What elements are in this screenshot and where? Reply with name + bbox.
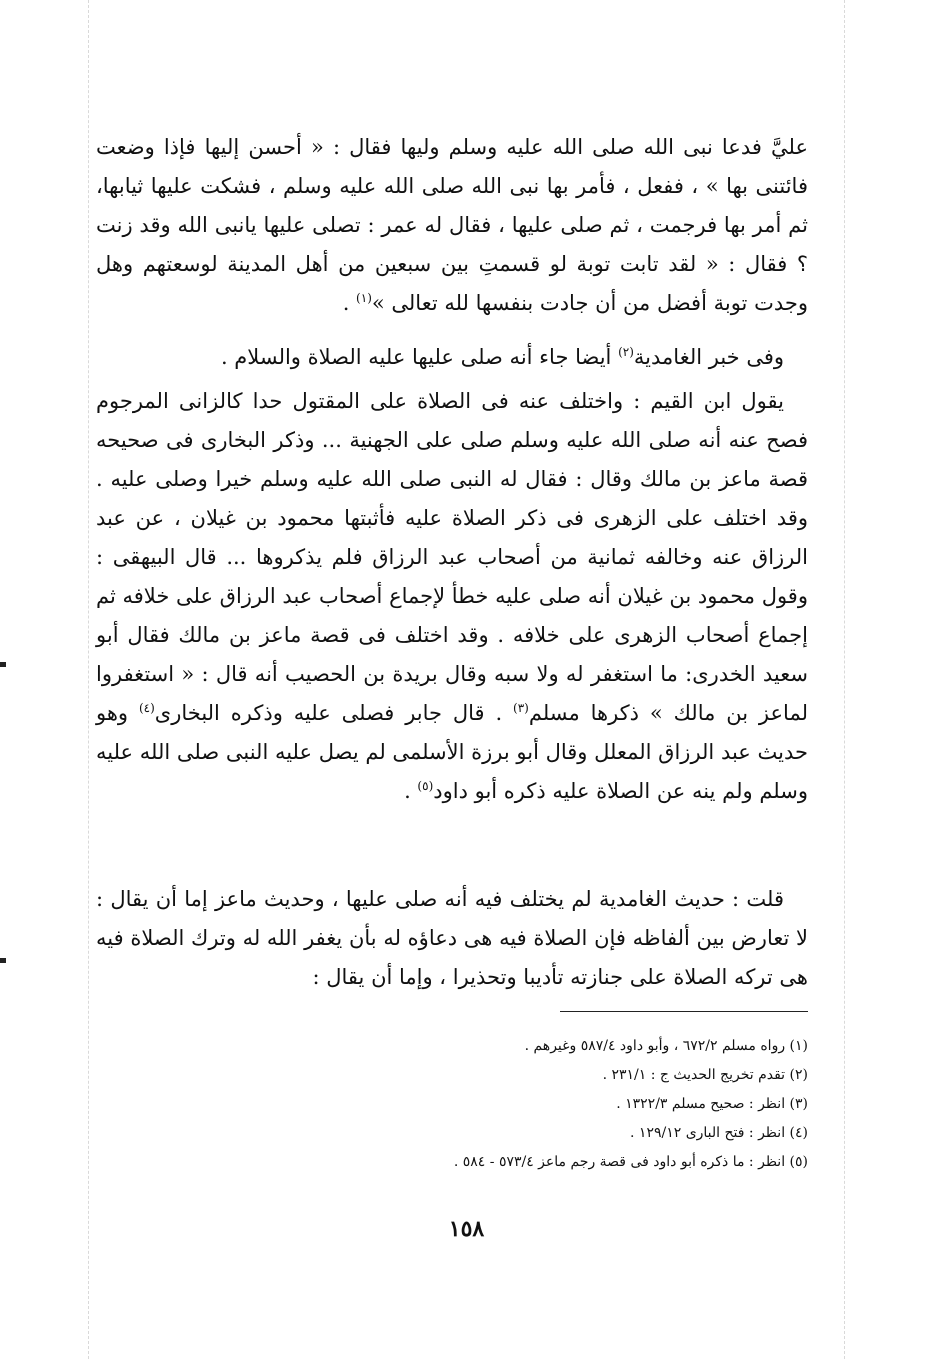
paragraph-ibn-al-qayyim: يقول ابن القيم : واختلف عنه فى الصلاة على المقتول حدا كالزانى المرجوم فصح عنه أنه صلى الله عليه وسلم صلى على الجهنية ... وذكر البخارى فى صحيحه قصة ماعز بن مالك وقال : فقال له النبى صلى الله عليه وسلم خيرا وصلى عليه . وقد اختلف على الزهرى فى ذكر الصلاة عليه فأثبتها محمود بن غيلان ، عن عبد الرزاق عنه وخالفه ثمانية من أصحاب عبد الرزاق فلم يذكروها ... قال البيهقى : وقول محمود بن غيلان أنه صلى عليه خطأ لإجماع أصحاب عبد الرزاق على خلافه ثم إجماع أصحاب الزهرى على خلافه . وقد اختلف فى قصة ماعز بن مالك فقال أبو سعيد الخدرى: ما استغفر له ولا سبه وقال بريدة بن الحصيب أنه قال : « استغفروا لماعز بن مالك » ذكرها مسلم$^{(٣)}$ . قال جابر فصلى عليه وذكره البخارى$^{(٤)}$ وهو حديث عبد الرزاق المعلل وقال أبو برزة الأسلمى لم يصل عليه النبى صلى الله عليه وسلم ولم ينه عن الصلاة عليه ذكره أبو داود$^{(٥)}$ . [96,389,808,803]
scan-guide-line-right [844,0,845,1359]
paragraph-ghamidiya [96,338,808,377]
paragraph-text: وهو حديث عبد الرزاق المعلل وقال أبو برزة الأسلمى لم يصل عليه النبى صلى الله عليه وسلم ولم ينه عن الصلاة عليه ذكره أبو داود [96,701,808,803]
paragraph-text: يقول ابن القيم : واختلف عنه فى الصلاة على المقتول حدا كالزانى المرجوم فصح عنه أنه صلى الله عليه وسلم صلى على الجهنية ... وذكر البخارى فى صحيحه قصة ماعز بن مالك وقال : فقال له النبى صلى الله عليه وسلم خيرا وصلى عليه . وقد اختلف على الزهرى فى ذكر الصلاة عليه فأثبتها محمود بن غيلان ، عن عبد الرزاق عنه وخالفه ثمانية من أصحاب عبد الرزاق فلم يذكروها ... قال البيهقى : وقول محمود بن غيلان أنه صلى عليه خطأ لإجماع أصحاب عبد الرزاق على خلافه ثم إجماع أصحاب الزهرى على خلافه . وقد اختلف فى قصة ماعز بن مالك فقال أبو سعيد الخدرى: ما استغفر له ولا سبه وقال بريدة بن الحصيب أنه قال : « استغفروا لماعز بن مالك » ذكرها مسلم [96,389,808,725]
footnote: (٤) انظر : فتح البارى ١٢٩/١٢ . [630,1125,808,1141]
paragraph-text: . قال جابر فصلى عليه وذكره البخارى [154,701,503,725]
footnote-separator [560,1011,808,1012]
page-number: ١٥٨ [448,1216,485,1242]
paragraph-text: وفى خبر الغامدية [633,345,784,369]
paragraph-text: عليَّ فدعا نبى الله صلى الله عليه وسلم وليها فقال : « أحسن إليها فإذا وضعت فائتنى بها » ، ففعل ، فأمر بها نبى الله صلى الله عليه وسلم ، فشكت عليها ثيابها، ثم أمر بها فرجمت ، ثم صلى عليها ، فقال له عمر : تصلى عليها يانبى الله وقد زنت ؟ فقال : « لقد تابت توبة لو قسمتِ بين سبعين من أهل المدينة لوسعتهم وهل وجدت توبة أفضل من أن جادت بنفسها لله تعالى » [96,135,808,315]
footnote-reference: (٢) [618,345,634,359]
footnote-reference: (٣) [513,701,529,715]
paragraph-text: قلت : حديث الغامدية لم يختلف فيه أنه صلى عليها ، وحديث ماعز إما أن يقال : لا تعارض بين ألفاظه فإن الصلاة فيه هى دعاؤه له بأن يغفر الله له وترك الصلاة فيه هى تركه الصلاة على جنازته تأديبا وتحذيرا ، وإما أن يقال : [96,887,808,989]
footnote-reference: (٥) [417,779,434,793]
scan-edge-mark [0,662,6,667]
footnote-reference: (١) [356,291,372,305]
paragraph-author-comment [96,880,808,997]
footnote-reference: (٤) [138,701,155,715]
paragraph-hadith-quote: عليَّ فدعا نبى الله صلى الله عليه وسلم وليها فقال : « أحسن إليها فإذا وضعت فائتنى بها » ، ففعل ، فأمر بها نبى الله صلى الله عليه وسلم ، فشكت عليها ثيابها، ثم أمر بها فرجمت ، ثم صلى عليها ، فقال له عمر : تصلى عليها يانبى الله وقد زنت ؟ فقال : « لقد تابت توبة لو قسمتِ بين سبعين من أهل المدينة لوسعتهم وهل وجدت توبة أفضل من أن جادت بنفسها لله تعالى »$^{(١)}$ . [96,135,808,315]
scan-edge-mark [0,958,6,963]
footnotes [120,1032,808,1177]
footnote: (١) رواه مسلم ٦٧٢/٢ ، وأبو داود ٥٨٧/٤ وغيرهم . [524,1038,808,1054]
footnote: (٢) تقدم تخريج الحديث ج : ٢٣١/١ . [602,1067,808,1083]
scan-guide-line-left [88,0,89,1359]
footnote: (٥) انظر : ما ذكره أبو داود فى قصة رجم ماعز ٥٧٣/٤ - ٥٨٤ . [453,1154,808,1170]
paragraph-text: أيضا جاء أنه صلى عليها عليه الصلاة والسلام . [220,345,612,369]
footnote: (٣) انظر : صحيح مسلم ١٣٢٢/٣ . [616,1096,808,1112]
